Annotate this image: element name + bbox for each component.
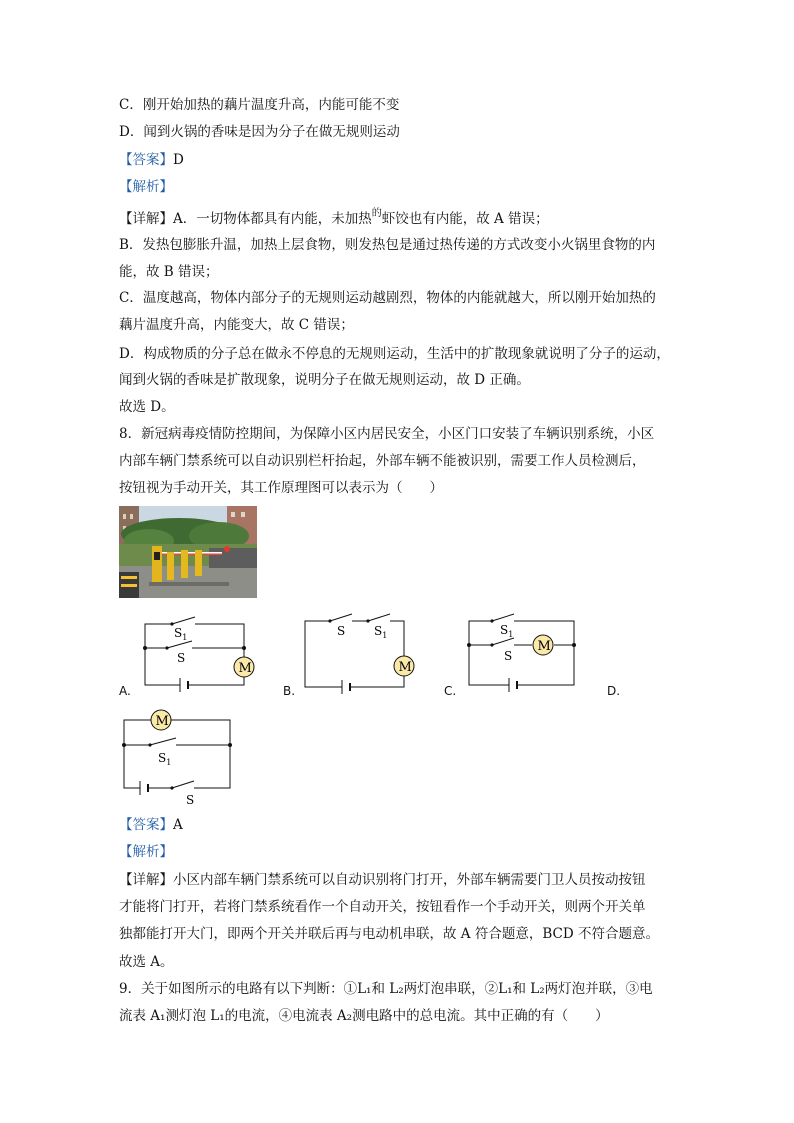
motor-label: M: [238, 661, 252, 676]
detail-8-line3: 独都能打开大门，即两个开关并联后再与电动机串联，故 A 符合题意，BCD 不符合题意。: [119, 926, 659, 942]
choice-8: 故选 A。: [119, 954, 174, 970]
junction-dot: [572, 643, 576, 647]
circuit-option-d: [118, 704, 238, 810]
switch-s1-label: $S_1$: [174, 626, 188, 642]
motor-label: M: [155, 714, 169, 729]
option-b-label: B.: [283, 684, 296, 698]
choice-7: 故选 D。: [119, 399, 175, 415]
motor-label: M: [537, 639, 551, 654]
detail-7-d1: D．构成物质的分子总在做永不停息的无规则运动，生活中的扩散现象就说明了分子的运动，: [119, 346, 670, 362]
answer-tag: 【答案】: [119, 817, 173, 833]
detail-tag: 【详解】: [119, 211, 173, 227]
switch-s1-label: $S_1$: [158, 751, 172, 767]
detail-8-line1: [119, 871, 646, 889]
detail-7-d2: 闻到火锅的香味是扩散现象，说明分子在做无规则运动，故 D 正确。: [119, 372, 530, 388]
junction-dot: [122, 743, 126, 747]
question-8-line3: 按钮视为手动开关，其工作原理图可以表示为（ ）: [119, 480, 443, 496]
barrier-gate-photo: [119, 506, 257, 598]
detail-7-b2: 能，故 B 错误；: [119, 264, 219, 280]
answer-7: [119, 151, 184, 169]
answer-tag: 【答案】: [119, 152, 173, 168]
detail-8-line2: 才能将门打开，若将门禁系统看作一个自动开关，按钮看作一个手动开关，则两个开关单: [119, 899, 646, 915]
detail-text-rest: 虾饺也有内能，故 A 错误；: [381, 211, 549, 227]
analysis-heading-7: [119, 178, 173, 196]
circuit-option-b: [300, 607, 420, 697]
question-8-line2: 内部车辆门禁系统可以自动识别栏杆抬起，外部车辆不能被识别，需要工作人员检测后，: [119, 453, 646, 469]
detail-text: A．一切物体都具有内能，未加热: [173, 211, 372, 227]
question-9-line1: 9．关于如图所示的电路有以下判断：①L₁和 L₂两灯泡串联，②L₁和 L₂两灯泡并联，③电: [119, 981, 653, 997]
switch-s-label: S: [177, 651, 186, 665]
detail-tag: 【详解】: [119, 872, 173, 888]
circuit-option-c: [462, 603, 582, 695]
option-a-label: A.: [119, 684, 131, 698]
question-8-line1: 8．新冠病毒疫情防控期间，为保障小区内居民安全，小区门口安装了车辆识别系统，小区: [119, 426, 655, 442]
detail-7-c2: 藕片温度升高，内能变大，故 C 错误；: [119, 317, 354, 333]
answer-value: A: [173, 817, 183, 833]
question-9-line2: 流表 A₁测灯泡 L₁的电流，④电流表 A₂测电路中的总电流。其中正确的有（ ）: [119, 1008, 609, 1024]
circuit-option-a: [140, 605, 260, 695]
analysis-tag: 【解析】: [119, 179, 173, 195]
detail-7-c1: C．温度越高，物体内部分子的无规则运动越剧烈，物体的内能就越大，所以刚开始加热的: [119, 290, 656, 306]
junction-dot: [228, 743, 232, 747]
junction-dot: [242, 646, 246, 650]
small-char: 的: [371, 208, 382, 219]
switch-s-label: S: [186, 793, 195, 807]
switch-s1-label: $S_1$: [374, 624, 388, 640]
junction-dot: [143, 646, 147, 650]
motor-label: M: [398, 660, 412, 675]
detail-text: 小区内部车辆门禁系统可以自动识别将门打开，外部车辆需要门卫人员按动按钮: [173, 872, 646, 888]
analysis-tag: 【解析】: [119, 844, 173, 860]
switch-s-label: S: [337, 624, 346, 638]
answer-8: [119, 816, 183, 834]
option-d-label: D.: [607, 684, 621, 698]
switch-s-label: S: [504, 649, 513, 663]
analysis-heading-8: [119, 843, 173, 861]
option-d-text: D．闻到火锅的香味是因为分子在做无规则运动: [119, 124, 400, 140]
detail-7-b1: B．发热包膨胀升温，加热上层食物，则发热包是通过热传递的方式改变小火锅里食物的内: [119, 237, 656, 253]
junction-dot: [467, 643, 471, 647]
detail-7-a: [119, 210, 549, 230]
switch-s1-label: $S_1$: [500, 623, 514, 639]
answer-value: D: [173, 152, 184, 168]
option-c-label: C.: [444, 684, 457, 698]
option-c-text: C．刚开始加热的藕片温度升高，内能可能不变: [119, 97, 400, 113]
